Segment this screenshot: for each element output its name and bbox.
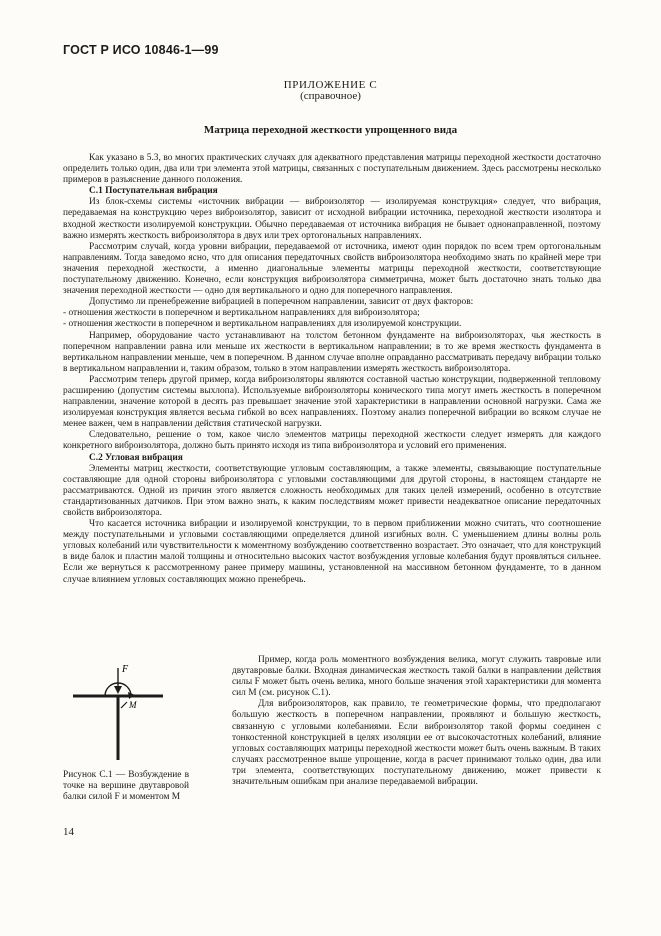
figure-caption: Рисунок С.1 — Возбуждение в точке на вершине двутавровой балки силой F и моментом M	[63, 770, 189, 803]
appendix-title: ПРИЛОЖЕНИЕ С	[283, 79, 378, 91]
heading-c2: С.2 Угловая вибрация	[89, 452, 183, 463]
moment-arrowhead	[128, 692, 135, 699]
right-column-text	[232, 655, 601, 788]
section-title: Матрица переходной жесткости упрощенного вида	[203, 124, 458, 136]
figure-c1	[63, 662, 223, 762]
paragraph: Допустимо ли пренебрежение вибрацией в поперечном направлении, зависит от двух факторов:	[89, 297, 474, 308]
paragraph: Следовательно, решение о том, какое число элементов матрицы переходной жесткости следует измерять для каждого конкретного виброизолятора, должно быть принято исходя из типа виброизолятора и условий его применения.	[63, 430, 601, 452]
intro-paragraph: Как указано в 5.3, во многих практических случаях для адекватного представления матрицы переходной жесткости достаточно определить только один, два или три элемента этой матрицы, связанных с поступательным движением. Здесь рассмотрены несколько примеров в разъяснение данного положения.	[63, 153, 601, 186]
body-text	[63, 153, 601, 586]
appendix-subtitle: (справочное)	[300, 90, 361, 102]
moment-leader	[121, 702, 127, 708]
paragraph: Из блок-схемы системы «источник вибрации — виброизолятор — изолируемая конструкция» следует, что вибрация, передаваемая на конструкцию через виброизолятор, зависит от исходной вибрации источника, переходной жесткости изолятора и входной жесткости изолируемой конструкции. Обычно передаваемая от источника вибрация не бывает однонаправленной, поэтому важно измерять жесткость виброизолятора в двух или трех ортогональных направлениях.	[63, 197, 601, 241]
label-force: F	[122, 664, 129, 675]
page-number: 14	[63, 826, 74, 838]
paragraph: Рассмотрим теперь другой пример, когда виброизоляторы являются составной частью конструкции, подверженной тепловому расширению (допустим системы выхлопа). Используемые виброизоляторы конического типа могут иметь жесткость в поперечном направлении, значение которой в десять раз превышает значение этой характеристики в направлении основной нагрузки. Сама же изолируемая конструкция является весьма гибкой во всех направлениях. Поэтому анализ поперечной вибрации во всяком случае не менее важен, чем в направлении действия статической нагрузки.	[63, 374, 601, 430]
i-beam-diagram	[63, 662, 223, 762]
paragraph: Для виброизоляторов, как правило, те геометрические формы, что предполагают большую жесткость в поперечном направлении, проявляют и большую жесткость, связанную с угловыми колебаниями. Если виброизолятор такой формы соединен с тонкостенной конструкцией в целях изоляции ее от высокочастотных колебаний, влияние угловых составляющих матрицы переходной жесткости может быть очень важным. В таких случаях рассмотренное выше упрощение, когда в расчет принимают только один, два или три элемента, соответствующих поступательному движению, может привести к значительным ошибкам при анализе передаваемой вибрации.	[232, 699, 601, 788]
list-item: - отношения жесткости в поперечном и вертикальном направлениях для виброизолятора;	[63, 308, 420, 319]
list-item: - отношения жесткости в поперечном и вертикальном направлениях для изолируемой конструкции.	[63, 319, 462, 330]
paragraph: Например, оборудование часто устанавливают на толстом бетонном фундаменте на виброизоляторах, чья жесткость в поперечном направлении равна или меньше их жесткости в вертикальном направлении; в то же время жесткость фундамента в вертикальном направлении меньше, чем в поперечном. В данном случае вполне оправданно рассматривать передачу вибрации только в вертикальном направлении и, таким образом, только в этом направлении измерять жесткость виброизолятора.	[63, 330, 601, 374]
paragraph: Рассмотрим случай, когда уровни вибрации, передаваемой от источника, имеют один порядок по всем трем ортогональным направлениям. Тогда заведомо ясно, что для описания передаточных свойств виброизолятора необходимо знать по крайней мере три значения переходной жесткости, а именно диагональные элементы матрицы переходной жесткости, соответствующие поступательному движению. Конечно, если конструкция виброизолятора симметрична, может быть достаточно знать только два значения переходной жесткости — одно для вертикального и одно для поперечного направления.	[63, 241, 601, 297]
heading-c1: С.1 Поступательная вибрация	[89, 186, 218, 197]
standard-header: ГОСТ Р ИСО 10846-1—99	[63, 43, 219, 57]
label-moment: M	[129, 700, 137, 710]
paragraph: Пример, когда роль моментного возбуждения велика, могут служить тавровые или двутавровые балки. Входная динамическая жесткость такой балки в направлении действия силы F может быть очень велика, много больше значения этой характеристики для момента сил M (см. рисунок С.1).	[232, 655, 601, 699]
paragraph: Элементы матриц жесткости, соответствующие угловым составляющим, а также элементы, связывающие поступательные составляющие для одной стороны виброизолятора с угловыми составляющими для другой стороны, в настоящем стандарте не рассматриваются. Одной из причин этого является сложность необходимых для таких целей измерений, особенно в отсутствие стандартизованных датчиков. При этом важно знать, к каким последствиям может привести неадекватное описание передаточных свойств виброизолятора.	[63, 463, 601, 518]
paragraph: Что касается источника вибрации и изолируемой конструкции, то в первом приближении можно считать, что соотношение между поступательными и угловыми составляющими определяется длиной изгибных волн. С уменьшением длины волны роль угловых колебаний или чувствительности к моментному возбуждению соответственно возрастает. Это означает, что для конструкций в виде балок и пластин малой толщины и относительно высоких частот возбуждения угловые колебания будут проявляться сильнее. Если же вернуться к рассмотренному ранее примеру машины, установленной на массивном бетонном фундаменте, то в данном случае влиянием угловых составляющих можно пренебречь.	[63, 519, 601, 585]
force-arrowhead	[114, 686, 122, 694]
